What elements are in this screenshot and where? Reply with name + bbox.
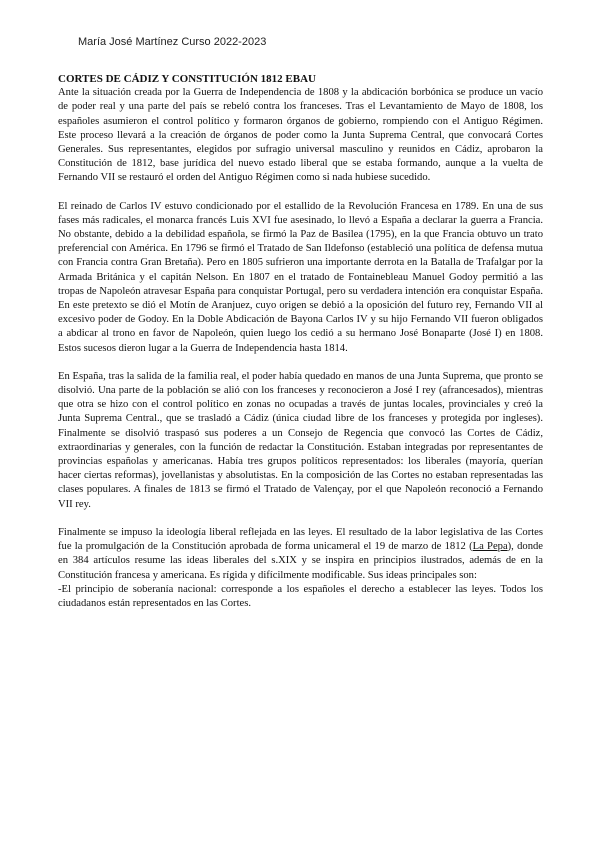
document-body <box>58 72 543 611</box>
paragraph-gap <box>58 356 543 370</box>
document-title: CORTES DE CÁDIZ Y CONSTITUCIÓN 1812 EBAU <box>58 73 316 85</box>
paragraph-intro: Ante la situación creada por la Guerra de Independencia de 1808 y la abdicación borbónica se produce un vacío de poder real y una parte del país se rebeló contra los franceses. Tras el Levantamiento de Mayo de 1808, los españoles asumieron el control político y formaron órganos de gobierno, rompiendo con el Antiguo Régimen. Este proceso llevará a la creación de órganos de poder como la Junta Suprema Central, que convocará Cortes Generales. Sus representantes, elegidos por sufragio universal masculino y reunidos en Cádiz, aprobaron la Constitución de 1812, base jurídica del nuevo estado liberal que se estaba formando, aunque a la vuelta de Fernando VII se restauró el orden del Antiguo Régimen como si nada hubiese sucedido. <box>58 87 543 184</box>
paragraph-constitucion-end: ), donde en 384 artículos resume las ideas liberales del s.XIX y se inspira en principios ilustrados, además de en la Constitución francesa y americana. Es rígida y difícilmente modificable. Sus ideas principales son: <box>58 541 543 581</box>
paragraph-constitucion <box>58 526 543 583</box>
page-header: María José Martínez Curso 2022-2023 <box>78 36 267 48</box>
la-pepa-link: La Pepa <box>472 541 508 553</box>
paragraph-gap <box>58 186 543 200</box>
bullet-soberania: -El principio de soberanía nacional: corresponde a los españoles el derecho a establecer las leyes. Todos los ciudadanos están representados en las Cortes. <box>58 583 543 609</box>
paragraph-constitucion-start: Finalmente se impuso la ideología liberal reflejada en las leyes. El resultado de la labor legislativa de las Cortes fue la promulgación de la Constitución aprobada de forma unicameral el 19 de marzo de 1812 ( <box>58 526 543 553</box>
paragraph-gap <box>58 512 543 526</box>
paragraph-carlos-iv: El reinado de Carlos IV estuvo condicionado por el estallido de la Revolución Francesa en 1789. En una de sus fases más radicales, el monarca francés Luis XVI fue asesinado, lo llevó a España a declarar la guerra a Francia. No obstante, debido a la debilidad española, se firmó la Paz de Basilea (1795), en la que Francia obtuvo un trato preferencial con América. En 1796 se firmó el Tratado de San Ildefonso (estableció una política de defensa mutua con Francia contra Gran Bretaña). Pero en 1805 sufrieron una importante derrota en la Batalla de Trafalgar por la Armada Británica y el capitán Nelson. En 1807 en el tratado de Fontainebleau Manuel Godoy permitió a las tropas de Napoleón atravesar España para conquistar Portugal, pero su verdadera intención era conquistar España. En este pretexto se dió el Motín de Aranjuez, cuyo origen se debió a la oposición del futuro rey, Fernando VII al excesivo poder de Godoy. En la Doble Abdicación de Bayona Carlos IV y su hijo Fernando VII fueron obligados a abdicar al trono en favor de Napoleón, quien luego los cedió a su hermano José Bonaparte (José I) en 1808. Estos sucesos dieron lugar a la Guerra de Independencia hasta 1814. <box>58 200 543 354</box>
paragraph-junta: En España, tras la salida de la familia real, el poder había quedado en manos de una Junta Suprema, que pronto se disolvió. Una parte de la población se alió con los franceses y reconocieron a José I rey (afrancesados), mientras que otra se hizo con el control político en zonas no ocupadas a través de juntas locales, provinciales y creó la Junta Suprema Central., que se trasladó a Cádiz (única ciudad libre de los franceses y protegida por ingleses). Finalmente se disolvió traspasó sus poderes a un Consejo de Regencia que convocó las Cortes de Cádiz, extraordinarias y generales, con la función de redactar la Constitución. Estaban integradas por representantes de provincias españolas y americanas. Había tres grupos políticos representados: los liberales (mayoría, querían hacer ciertas reformas), jovellanistas y absolutistas. En la composición de las Cortes no estaban representadas las clases populares. A finales de 1813 se firmó el Tratado de Valençay, por el que Napoleón reconoció a Fernando VII rey. <box>58 370 543 510</box>
